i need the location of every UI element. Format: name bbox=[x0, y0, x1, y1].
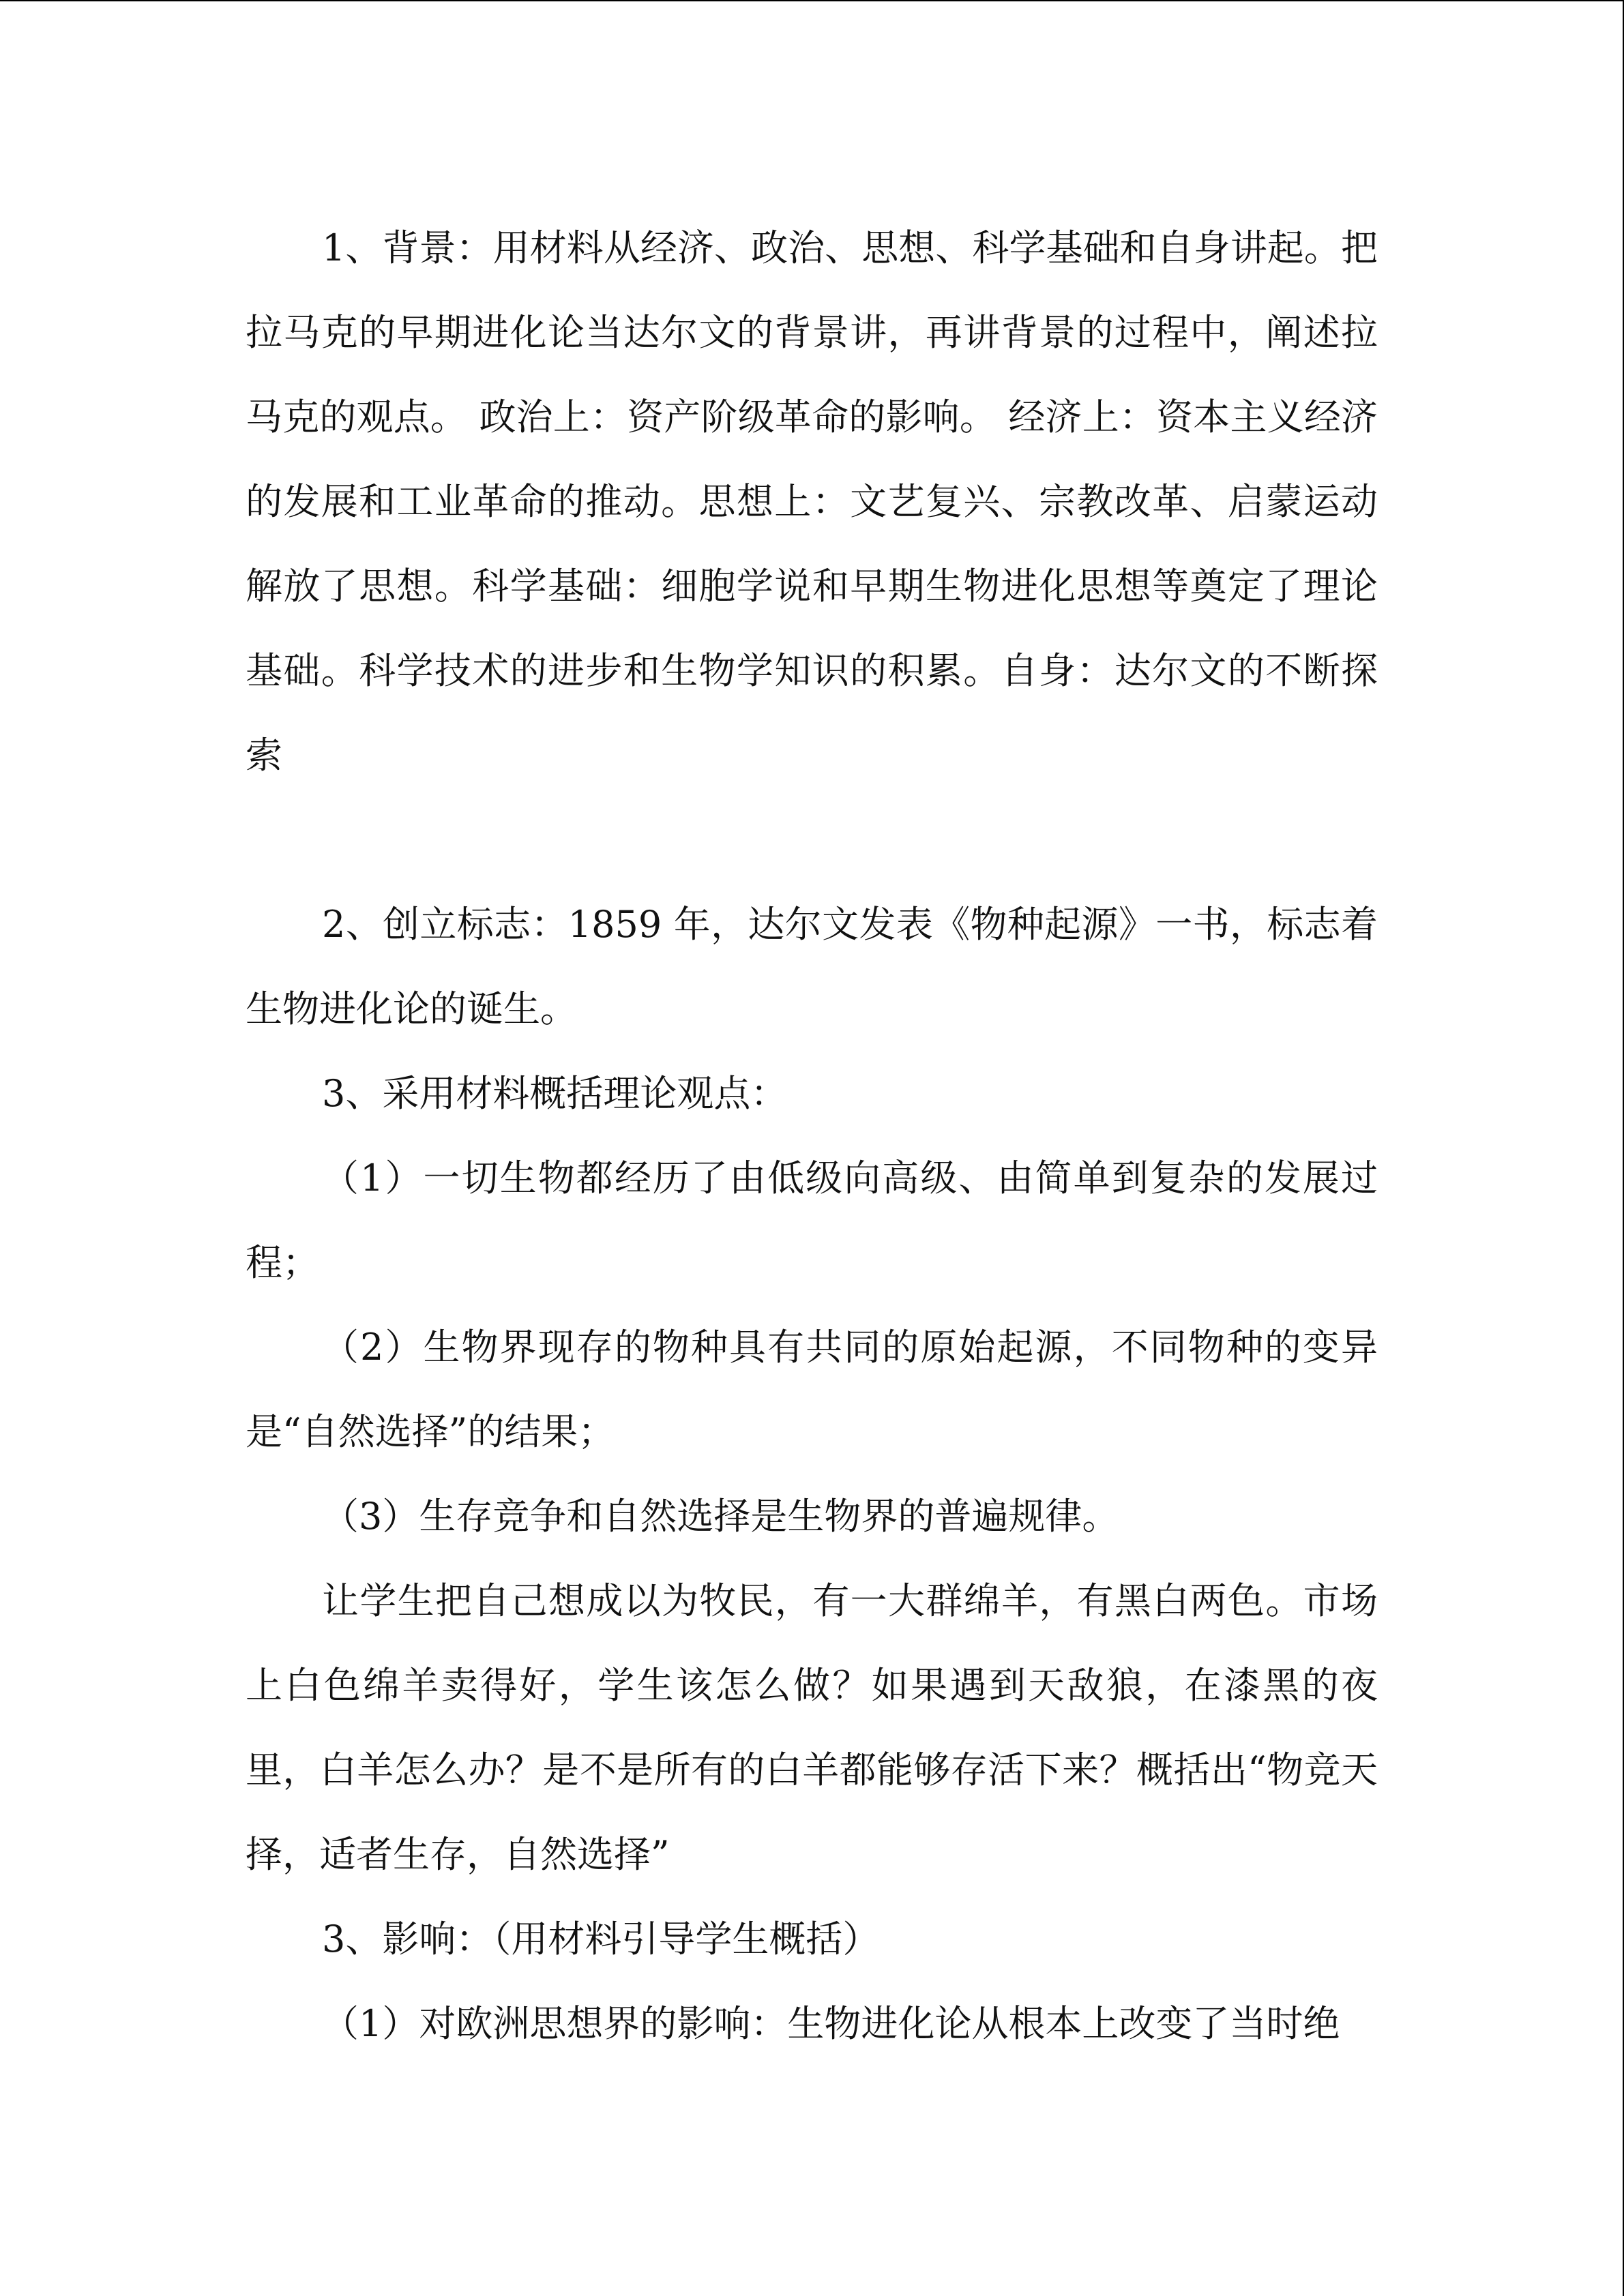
paragraph-influence-heading: 3、影响：（用材料引导学生概括） bbox=[322, 1918, 880, 1960]
paragraph-theory-point-1: （1）一切生物都经历了由低级向高级、由简单到复杂的发展过程； bbox=[246, 1157, 1378, 1284]
paragraph-spacer bbox=[246, 798, 1378, 882]
document-body bbox=[246, 206, 1378, 2066]
paragraph-background: 1、背景：用材料从经济、政治、思想、科学基础和自身讲起。把拉马克的早期进化论当达尔文的背景讲，再讲背景的过程中，阐述拉马克的观点。 政治上：资产阶级革命的影响。 经济上：资本主义经济的发展和工业革命的推动。思想上：文艺复兴、宗教改革、启蒙运动解放了思想。科学基础：细胞学说和早期生物进化思想等奠定了理论基础。科学技术的进步和生物学知识的积累。自身：达尔文的不断探索 bbox=[246, 226, 1378, 777]
paragraph-founding-marker: 2、创立标志：1859 年，达尔文发表《物种起源》一书，标志着生物进化论的诞生。 bbox=[246, 903, 1378, 1030]
paragraph-theory-point-3: （3）生存竞争和自然选择是生物界的普遍规律。 bbox=[322, 1495, 1119, 1538]
paragraph-theory-heading: 3、采用材料概括理论观点： bbox=[322, 1072, 788, 1115]
paragraph-sheep-example: 让学生把自己想成以为牧民，有一大群绵羊，有黑白两色。市场上白色绵羊卖得好，学生该怎么做？如果遇到天敌狼，在漆黑的夜里，白羊怎么办？是不是所有的白羊都能够存活下来？概括出“物竞天择，适者生存，自然选择” bbox=[246, 1579, 1378, 1876]
paragraph-theory-point-2: （2）生物界现存的物种具有共同的原始起源，不同物种的变异是“自然选择”的结果； bbox=[246, 1326, 1378, 1453]
paragraph-influence-point-1: （1）对欧洲思想界的影响：生物进化论从根本上改变了当时绝 bbox=[322, 2002, 1340, 2045]
